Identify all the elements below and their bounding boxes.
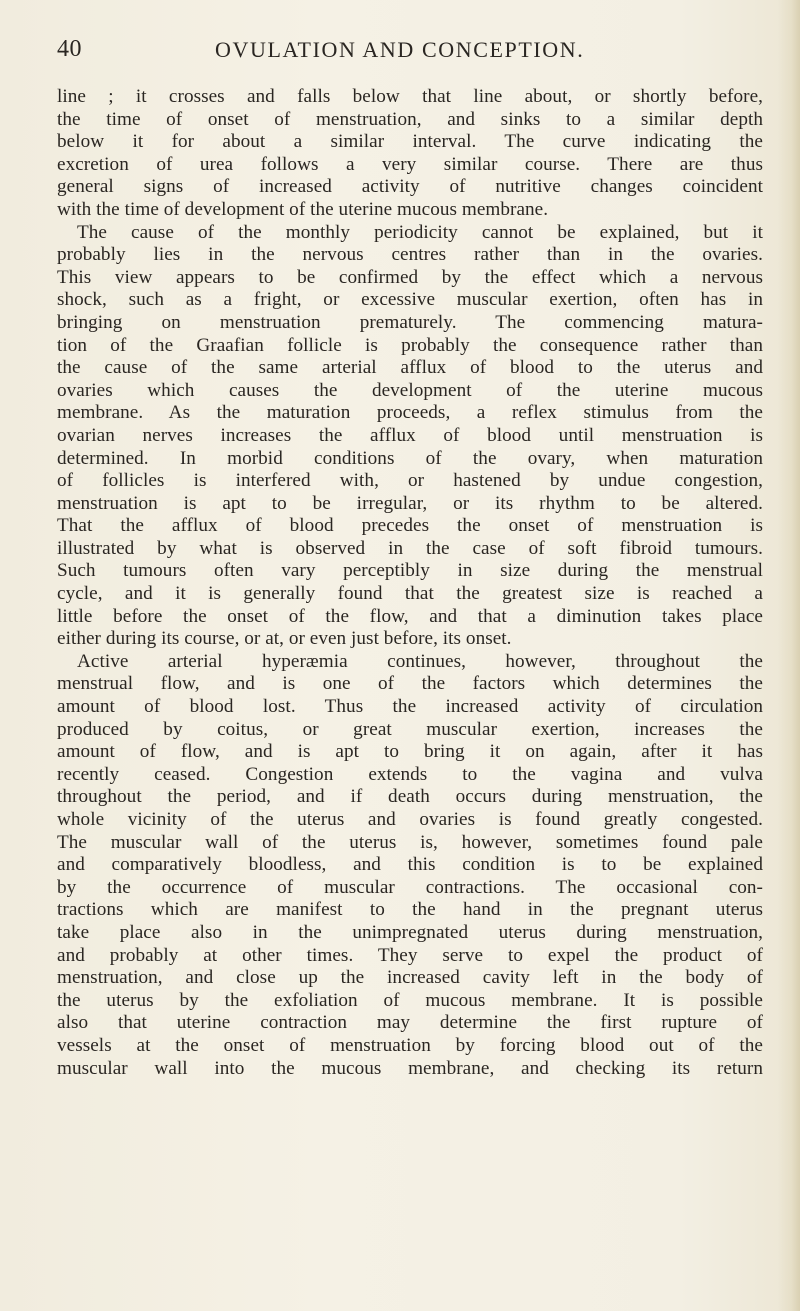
text-line: below it for about a similar interval. The curve indicating the [57,131,763,153]
text-line: The cause of the monthly periodicity cannot be explained, but it [77,221,763,243]
running-head: OVULATION AND CONCEPTION. [215,37,585,62]
page-edge-shading [778,0,800,1311]
text-line: membrane. As the maturation proceeds, a reflex stimulus from the [57,402,763,424]
text-line: produced by coitus, or great muscular exertion, increases the [57,718,763,740]
text-line: Such tumours often vary perceptibly in size during the menstrual [57,560,763,582]
text-line: Active arterial hyperæmia continues, however, throughout the [77,650,763,672]
page-header [57,36,757,68]
text-line: general signs of increased activity of nutritive changes coincident [57,176,763,198]
text-line: tion of the Graafian follicle is probably the consequence rather than [57,334,763,356]
text-line: the cause of the same arterial afflux of blood to the uterus and [57,357,763,379]
text-line: menstruation is apt to be irregular, or its rhythm to be altered. [57,492,763,514]
text-line: recently ceased. Congestion extends to the vagina and vulva [57,763,763,785]
page-number: 40 [57,36,82,62]
text-line: ovarian nerves increases the afflux of blood until menstruation is [57,424,763,446]
text-line: shock, such as a fright, or excessive muscular exertion, often has in [57,289,763,311]
text-line: bringing on menstruation prematurely. The commencing matura- [57,311,763,333]
text-line: illustrated by what is observed in the case of soft fibroid tumours. [57,537,763,559]
text-line: throughout the period, and if death occurs during menstruation, the [57,786,763,808]
text-line: muscular wall into the mucous membrane, and checking its return [57,1057,763,1079]
text-line: amount of blood lost. Thus the increased activity of circulation [57,696,763,718]
text-line: take place also in the unimpregnated uterus during menstruation, [57,921,763,943]
text-line: excretion of urea follows a very similar course. There are thus [57,153,763,175]
text-line: determined. In morbid conditions of the ovary, when maturation [57,447,763,469]
text-line: This view appears to be confirmed by the effect which a nervous [57,266,763,288]
text-line: of follicles is interfered with, or hastened by undue congestion, [57,470,763,492]
text-line: That the afflux of blood precedes the onset of menstruation is [57,515,763,537]
text-line: menstrual flow, and is one of the factors which determines the [57,673,763,695]
text-line: The muscular wall of the uterus is, however, sometimes found pale [57,831,763,853]
text-line: and comparatively bloodless, and this condition is to be explained [57,854,763,876]
body-text [57,86,763,1080]
text-line: probably lies in the nervous centres rather than in the ovaries. [57,244,763,266]
text-line: cycle, and it is generally found that the greatest size is reached a [57,583,763,605]
text-line: also that uterine contraction may determine the first rupture of [57,1012,763,1034]
text-line: and probably at other times. They serve to expel the product of [57,944,763,966]
text-line: by the occurrence of muscular contractions. The occasional con- [57,876,763,898]
text-line: vessels at the onset of menstruation by forcing blood out of the [57,1034,763,1056]
text-line: little before the onset of the flow, and that a diminution takes place [57,605,763,627]
text-line: either during its course, or at, or even just before, its onset. [57,628,512,650]
text-line: whole vicinity of the uterus and ovaries is found greatly congested. [57,809,763,830]
text-line: the time of onset of menstruation, and sinks to a similar depth [57,108,763,130]
text-line: with the time of development of the uterine mucous membrane. [57,198,549,220]
text-line: ovaries which causes the development of the uterine mucous [57,379,763,401]
text-line: amount of flow, and is apt to bring it on again, after it has [57,741,763,763]
text-line: the uterus by the exfoliation of mucous membrane. It is possible [57,989,763,1011]
text-line: menstruation, and close up the increased cavity left in the body of [57,967,763,989]
text-line: line ; it crosses and falls below that line about, or shortly before, [57,86,763,107]
text-line: tractions which are manifest to the hand in the pregnant uterus [57,899,763,921]
